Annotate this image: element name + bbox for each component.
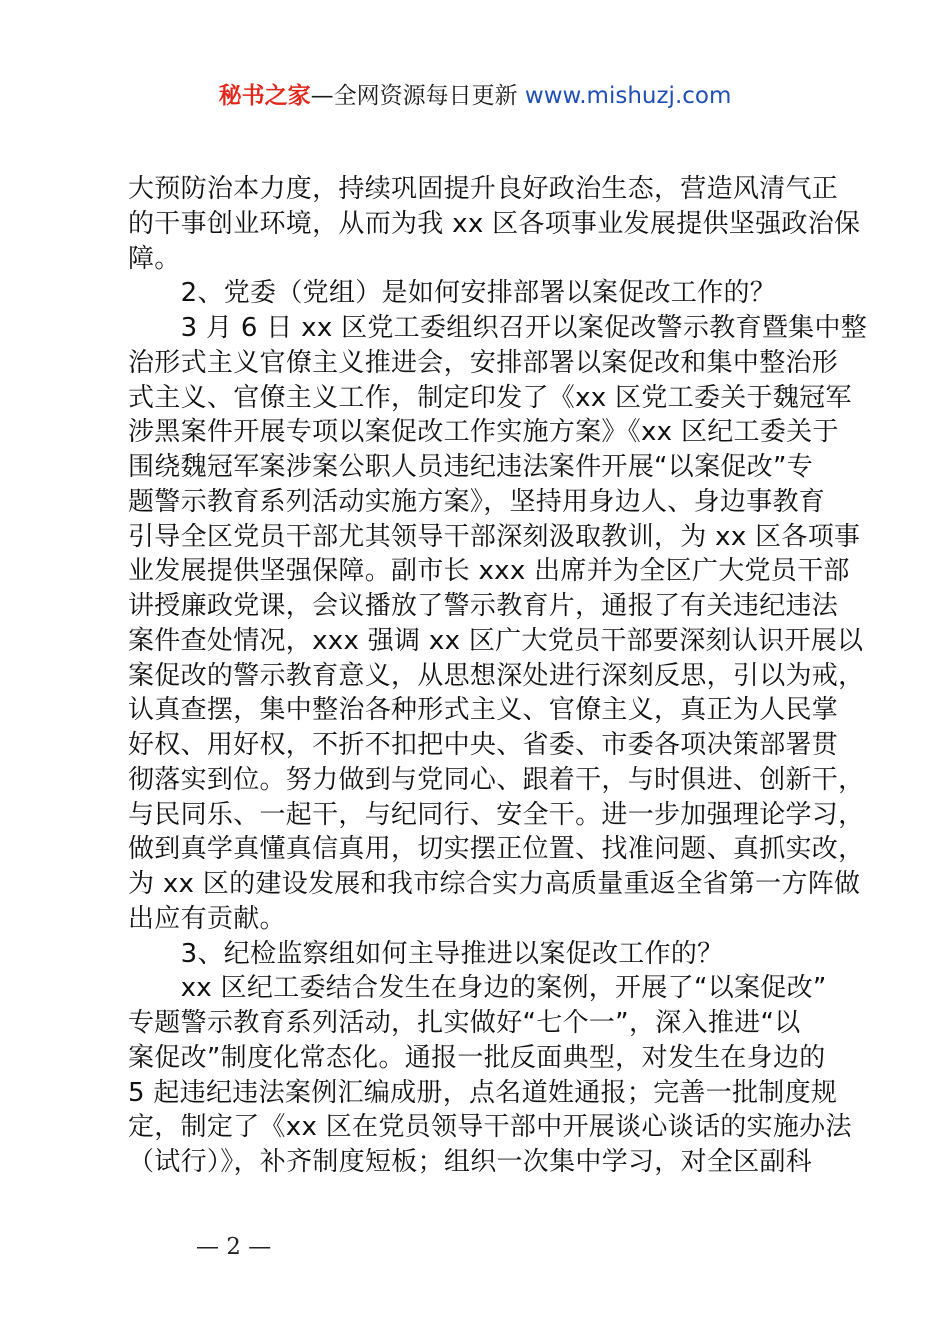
text-line: xx 区纪工委结合发生在身边的案例，开展了“以案促改” [128,973,827,1004]
text-line: 出应有贡献。 [128,903,286,934]
text-line: 引导全区党员干部尤其领导干部深刻汲取教训，为 xx 区各项事 [128,521,861,552]
text-line: 式主义、官僚主义工作，制定印发了《xx 区党工委关于魏冠军 [128,382,852,413]
text-line: 案件查处情况，xxx 强调 xx 区广大党员干部要深刻认识开展以 [128,625,864,656]
text-line: 认真查摆，集中整治各种形式主义、官僚主义，真正为人民掌 [128,695,839,726]
header-brand: 秘书之家 [218,83,311,109]
text-line: 大预防治本力度，持续巩固提升良好政治生态，营造风清气正 [128,174,839,204]
text-line: 案促改的警示教育意义，从思想深处进行深刻反思，引以为戒， [128,660,865,691]
text-line: （试行）》，补齐制度短板；组织一次集中学习，对全区副科 [128,1147,813,1177]
text-line: 5 起违纪违法案例汇编成册，点名道姓通报；完善一批制度规 [128,1077,838,1108]
text-line: 治形式主义官僚主义推进会，安排部署以案促改和集中整治形 [128,347,839,378]
text-line: 做到真学真懂真信真用，切实摆正位置、找准问题、真抓实改， [128,834,865,865]
text-line: 好权、用好权，不折不扣把中央、省委、市委各项决策部署贯 [128,730,839,760]
text-line: 围绕魏冠军案涉案公职人员违纪违法案件开展“以案促改”专 [128,452,814,482]
text-line: 为 xx 区的建设发展和我市综合实力高质量重返全省第一方阵做 [128,869,861,899]
header-site-url: www.mishuzj.com [524,83,732,109]
document-body [128,172,868,1180]
text-line: 案促改”制度化常态化。通报一批反面典型，对发生在身边的 [128,1042,826,1073]
page-number: — 2 — [196,1234,272,1260]
header-tagline: —全网资源每日更新 [310,83,518,109]
text-line: 题警示教育系列活动实施方案》，坚持用身边人、身边事教育 [128,486,826,517]
text-line: 与民同乐、一起干，与纪同行、安全干。进一步加强理论学习， [128,799,865,830]
text-line: 业发展提供坚强保障。副市长 xxx 出席并为全区广大党员干部 [128,556,850,587]
text-line: 彻落实到位。努力做到与党同心、跟着干，与时俱进、创新干， [128,764,865,795]
text-line: 3、纪检监察组如何主导推进以案促改工作的？ [128,938,724,969]
text-line: 讲授廉政党课，会议播放了警示教育片，通报了有关违纪违法 [128,591,839,621]
text-line: 2、党委（党组）是如何安排部署以案促改工作的？ [128,278,777,309]
text-line: 障。 [128,243,181,274]
page-header [0,80,950,112]
text-line: 的干事创业环境，从而为我 xx 区各项事业发展提供坚强政治保 [128,208,861,239]
text-line: 涉黑案件开展专项以案促改工作实施方案》《xx 区纪工委关于 [128,417,839,448]
text-line: 专题警示教育系列活动，扎实做好“七个一”，深入推进“以 [128,1008,801,1038]
text-line: 3 月 6 日 xx 区党工委组织召开以案促改警示教育暨集中整 [128,313,868,343]
text-line: 定，制定了《xx 区在党员领导干部中开展谈心谈话的实施办法 [128,1112,852,1143]
